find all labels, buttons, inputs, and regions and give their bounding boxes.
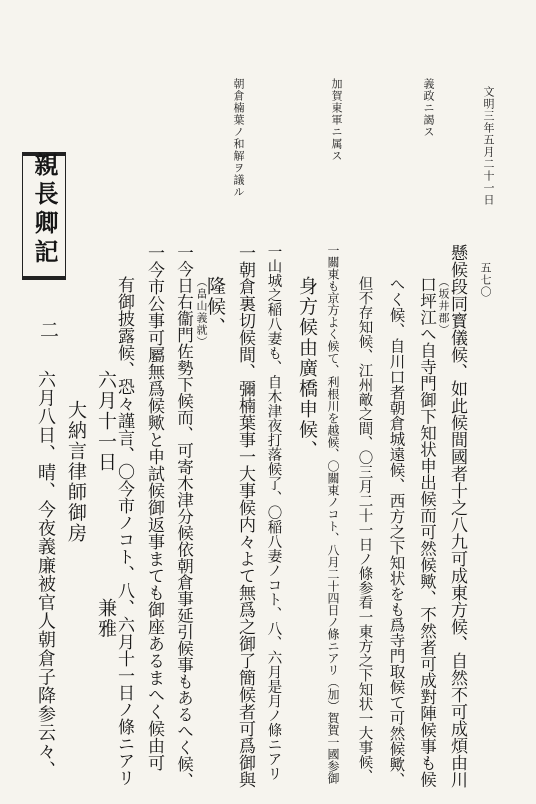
- page-number: 五七〇: [479, 262, 492, 298]
- body-line: 六月八日、晴、今夜義廉被官人朝倉子降参云々、: [35, 370, 56, 780]
- body-line: 隆候、: [204, 276, 226, 338]
- body-line: へく候、自川口者朝倉城遠候、西方之下知状をも爲寺門取候て可然候歟、: [387, 276, 406, 788]
- marginal-note: 義政ニ謁ス: [422, 78, 435, 138]
- book-title: 親長卿記: [30, 152, 59, 268]
- marginal-note: 朝倉楠葉ノ和解ヲ議ル: [232, 78, 245, 198]
- body-line: 一今日右衞門佐勢下候而、可寄木津分候依朝倉事延引候事もあるへく候、: [174, 244, 194, 789]
- signature-date: 六月十一日: [95, 370, 117, 473]
- body-line: 身方候由廣橋申候、: [296, 276, 318, 461]
- body-line: 一朝倉裏切候間、彌楠葉事一大事候内々よて無爲之御了簡候者可爲御與: [235, 244, 255, 788]
- gloss: （坂井郡）: [437, 276, 450, 336]
- header-date: 文明三年五月二十一日: [482, 86, 495, 206]
- gloss: （畠山義就）: [195, 276, 208, 348]
- body-line: 一山城之稲八妻も、自木津夜打落候了、〇稲八妻ノコト、八、六月是月ノ條ニアリ: [265, 244, 282, 781]
- body-line: 懸候段同寳儀候、如此候間國者十之八九可成東方候、自然不可成煩由川: [447, 244, 467, 788]
- body-line: 一今市公事可屬無爲候歟と申試候御返事まても御座あるまへく候由可: [144, 244, 164, 771]
- signature-name: 兼雅: [95, 598, 117, 639]
- addressee: 大納言律師御房: [65, 400, 87, 544]
- body-line: 有御披露候、恐々謹言、〇今市ノコト、八、六月十一日ノ條ニアリ: [114, 276, 134, 786]
- body-line: 一關東も京方よく候て、利根川を越候、〇關東ノコト、八月二十四日ノ條ニアリ（加）賀賀一國参御: [326, 244, 340, 784]
- body-line: 口坪江へ自寺門御下知状申出候而可然候歟、不然者可成對陣候事も候: [417, 276, 437, 788]
- marginal-note: 加賀東軍ニ属ス: [330, 78, 343, 162]
- volume-number: 二: [37, 320, 59, 341]
- body-line: 但不存知候、江州敵之間、〇三月二十一日ノ條参看一東方之下知状一大事候、: [356, 276, 373, 784]
